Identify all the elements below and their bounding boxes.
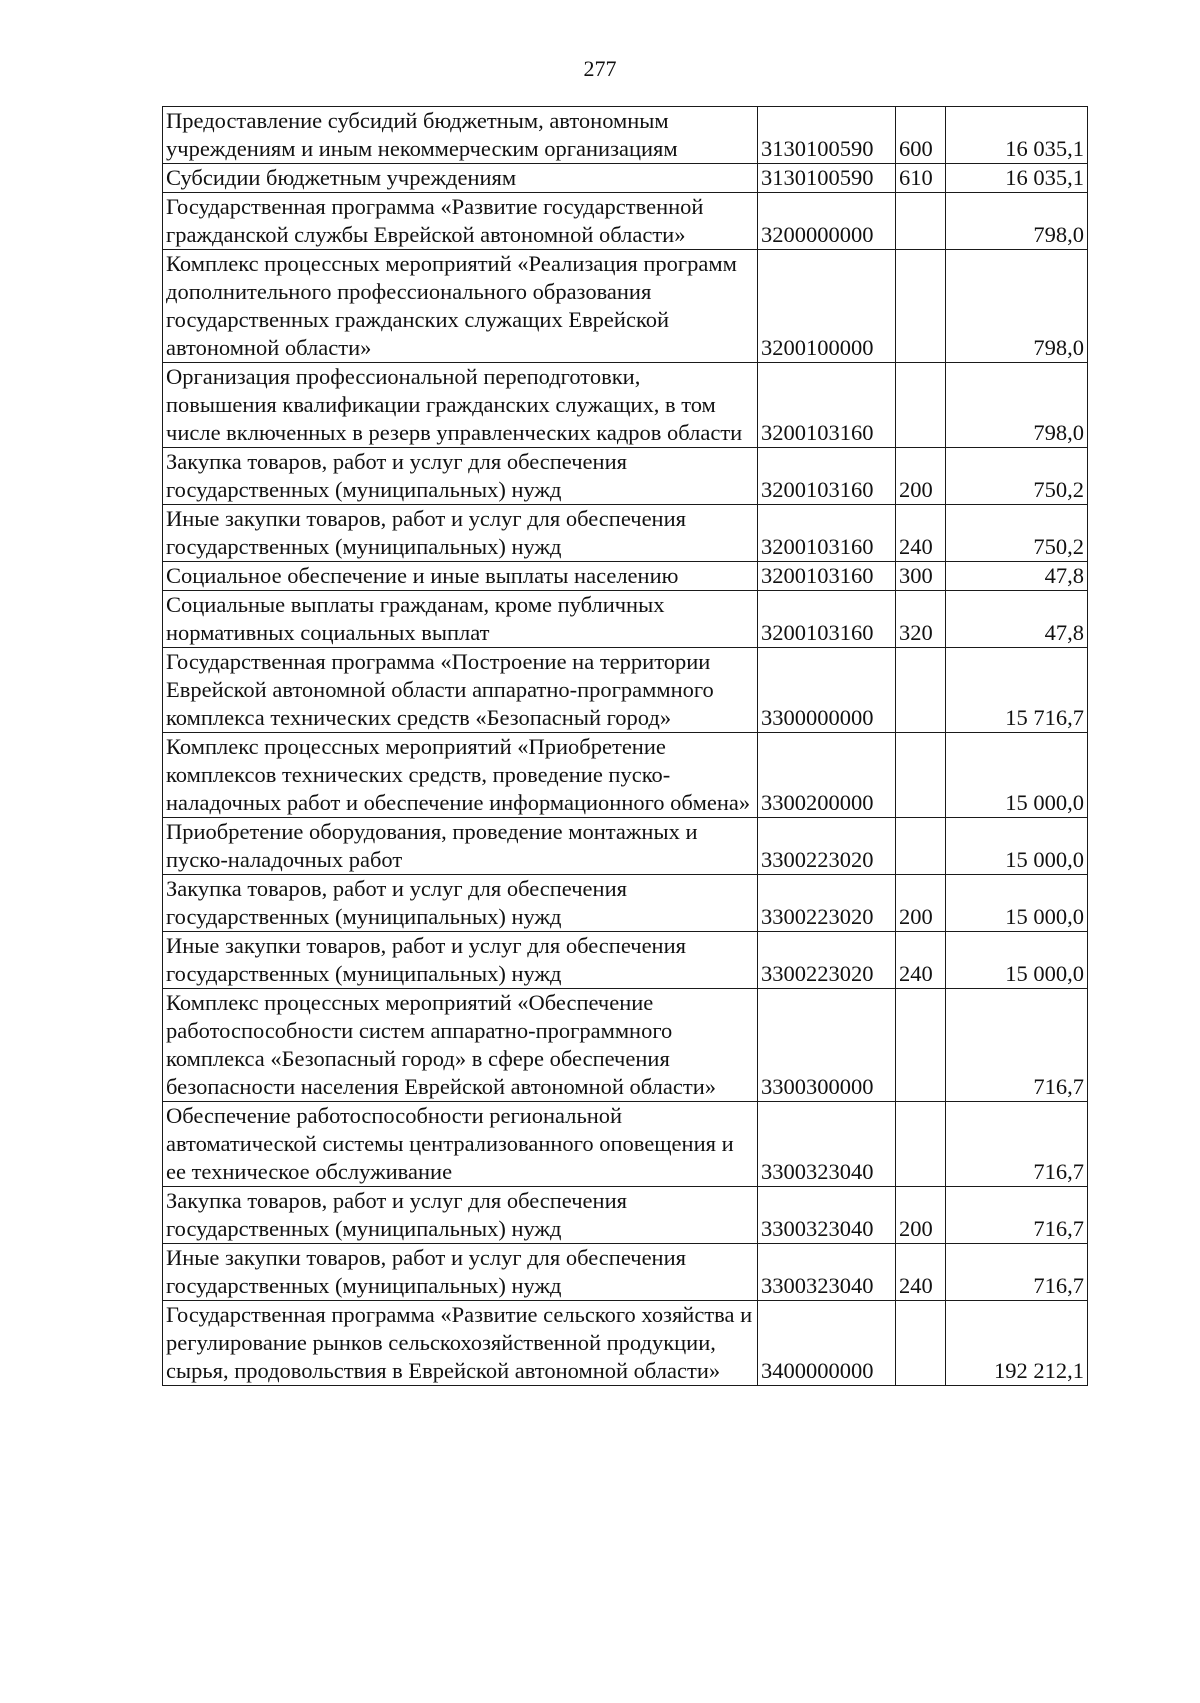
row-name: Государственная программа «Построение на территории Еврейской автономной области аппаратно-программного комплекса технических средств «Безопасный город» [163,648,758,733]
row-code: 3300000000 [758,648,896,733]
table-row [163,648,1088,733]
table-row [163,164,1088,193]
row-name: Иные закупки товаров, работ и услуг для обеспечения государственных (муниципальных) нужд [163,1244,758,1301]
row-code: 3200103160 [758,591,896,648]
row-expense-type: 300 [896,562,946,591]
row-expense-type [896,818,946,875]
row-code: 3130100590 [758,164,896,193]
table-row [163,363,1088,448]
row-name: Закупка товаров, работ и услуг для обеспечения государственных (муниципальных) нужд [163,875,758,932]
table-row [163,1102,1088,1187]
row-name: Обеспечение работоспособности региональной автоматической системы централизованного оповещения и ее техническое обслуживание [163,1102,758,1187]
row-amount: 47,8 [946,591,1088,648]
row-name: Предоставление субсидий бюджетным, автономным учреждениям и иным некоммерческим организациям [163,107,758,164]
row-amount: 192 212,1 [946,1301,1088,1386]
row-expense-type: 200 [896,875,946,932]
row-code: 3300300000 [758,989,896,1102]
row-expense-type [896,1301,946,1386]
row-name: Организация профессиональной переподготовки, повышения квалификации гражданских служащих, в том числе включенных в резерв управленческих кадров области [163,363,758,448]
row-code: 3300223020 [758,818,896,875]
row-code: 3200103160 [758,505,896,562]
row-code: 3300323040 [758,1244,896,1301]
row-amount: 15 000,0 [946,875,1088,932]
row-amount: 798,0 [946,193,1088,250]
row-code: 3300223020 [758,932,896,989]
row-amount: 750,2 [946,448,1088,505]
row-amount: 716,7 [946,1187,1088,1244]
row-code: 3200103160 [758,363,896,448]
table-row [163,875,1088,932]
row-code: 3300323040 [758,1102,896,1187]
row-code: 3200103160 [758,448,896,505]
row-name: Закупка товаров, работ и услуг для обеспечения государственных (муниципальных) нужд [163,448,758,505]
row-name: Иные закупки товаров, работ и услуг для обеспечения государственных (муниципальных) нужд [163,932,758,989]
table-row [163,1244,1088,1301]
row-amount: 750,2 [946,505,1088,562]
row-expense-type [896,989,946,1102]
row-expense-type: 240 [896,932,946,989]
row-amount: 15 000,0 [946,733,1088,818]
row-name: Государственная программа «Развитие сельского хозяйства и регулирование рынков сельскохозяйственной продукции, сырья, продовольствия в Еврейской автономной области» [163,1301,758,1386]
row-expense-type: 240 [896,1244,946,1301]
table-row [163,989,1088,1102]
table-row [163,1301,1088,1386]
row-code: 3130100590 [758,107,896,164]
row-name: Социальное обеспечение и иные выплаты населению [163,562,758,591]
table-row [163,448,1088,505]
budget-table [162,106,1088,1386]
row-expense-type: 600 [896,107,946,164]
table-row [163,1187,1088,1244]
table-row [163,250,1088,363]
row-expense-type: 240 [896,505,946,562]
row-amount: 798,0 [946,363,1088,448]
table-row [163,733,1088,818]
row-expense-type [896,648,946,733]
row-expense-type: 610 [896,164,946,193]
row-name: Закупка товаров, работ и услуг для обеспечения государственных (муниципальных) нужд [163,1187,758,1244]
page-number: 277 [583,56,617,81]
table-row [163,193,1088,250]
row-amount: 15 000,0 [946,818,1088,875]
row-name: Приобретение оборудования, проведение монтажных и пуско-наладочных работ [163,818,758,875]
row-expense-type [896,193,946,250]
row-name: Субсидии бюджетным учреждениям [163,164,758,193]
row-expense-type [896,733,946,818]
table-row [163,562,1088,591]
table-row [163,932,1088,989]
row-expense-type: 200 [896,448,946,505]
row-code: 3300223020 [758,875,896,932]
row-name: Комплекс процессных мероприятий «Реализация программ дополнительного профессионального образования государственных гражданских служащих Еврейской автономной области» [163,250,758,363]
table-row [163,818,1088,875]
table-row [163,505,1088,562]
row-amount: 47,8 [946,562,1088,591]
row-code: 3300200000 [758,733,896,818]
row-name: Социальные выплаты гражданам, кроме публичных нормативных социальных выплат [163,591,758,648]
row-amount: 716,7 [946,1244,1088,1301]
table-row [163,107,1088,164]
table-row [163,591,1088,648]
row-expense-type: 200 [896,1187,946,1244]
row-code: 3200103160 [758,562,896,591]
row-amount: 16 035,1 [946,164,1088,193]
row-name: Комплекс процессных мероприятий «Приобретение комплексов технических средств, проведение пуско-наладочных работ и обеспечение информационного обмена» [163,733,758,818]
row-expense-type [896,250,946,363]
row-name: Государственная программа «Развитие государственной гражданской службы Еврейской автономной области» [163,193,758,250]
row-expense-type: 320 [896,591,946,648]
row-code: 3400000000 [758,1301,896,1386]
row-code: 3200100000 [758,250,896,363]
row-expense-type [896,1102,946,1187]
row-amount: 798,0 [946,250,1088,363]
row-expense-type [896,363,946,448]
row-amount: 16 035,1 [946,107,1088,164]
row-name: Иные закупки товаров, работ и услуг для обеспечения государственных (муниципальных) нужд [163,505,758,562]
row-amount: 716,7 [946,989,1088,1102]
row-amount: 716,7 [946,1102,1088,1187]
row-code: 3300323040 [758,1187,896,1244]
row-code: 3200000000 [758,193,896,250]
row-amount: 15 716,7 [946,648,1088,733]
row-amount: 15 000,0 [946,932,1088,989]
row-name: Комплекс процессных мероприятий «Обеспечение работоспособности систем аппаратно-программного комплекса «Безопасный город» в сфере обеспечения безопасности населения Еврейской автономной области» [163,989,758,1102]
